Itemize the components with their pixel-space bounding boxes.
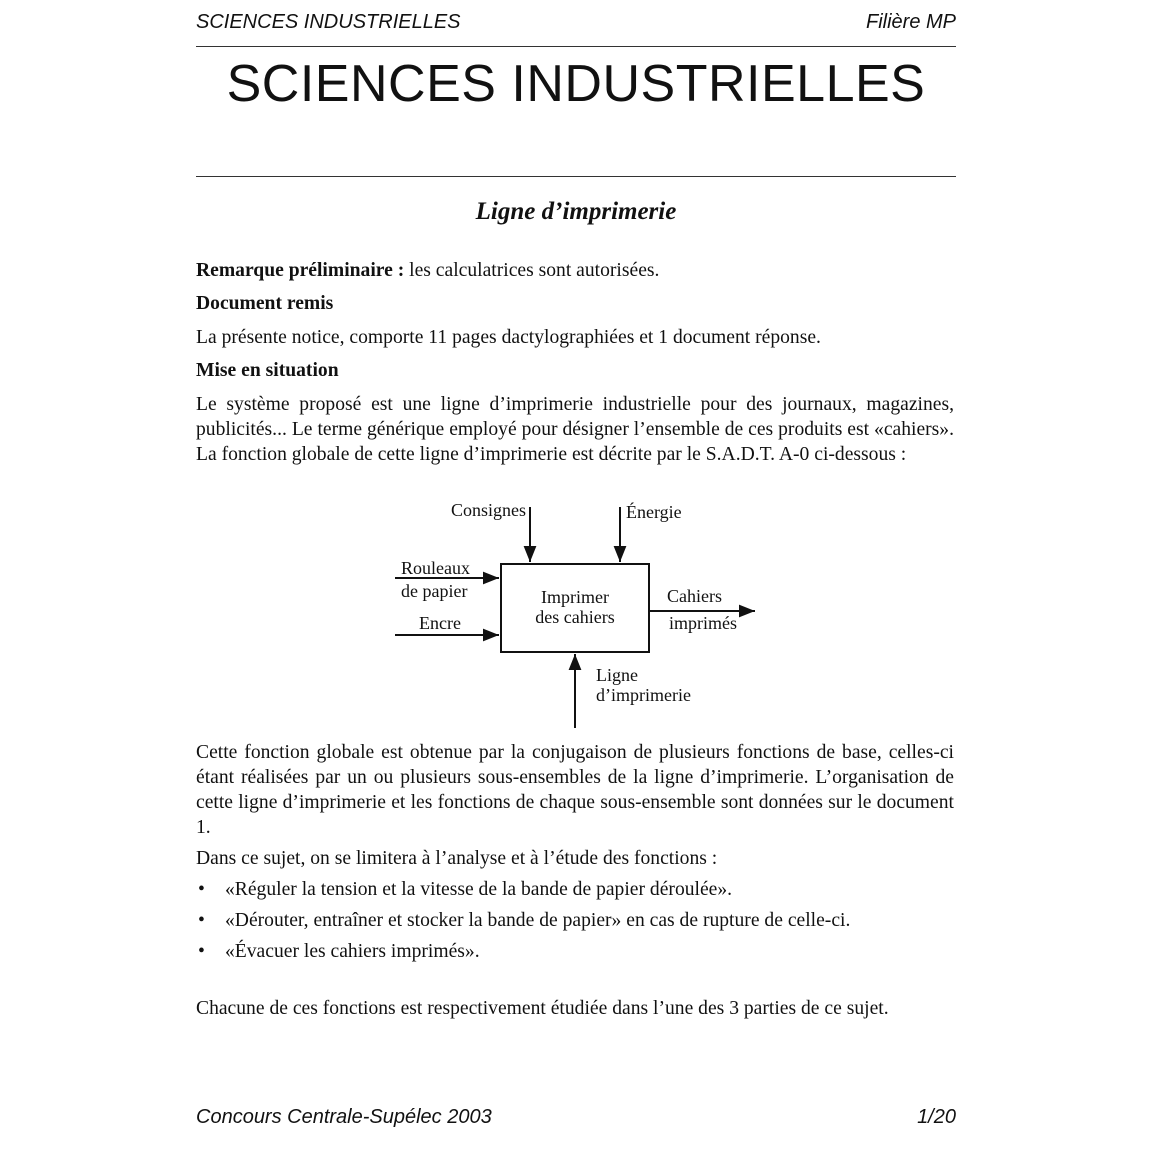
page-number: 1/20: [917, 1106, 956, 1128]
cahiers-label-line2: imprimés: [669, 613, 737, 633]
paragraph-limitation: Dans ce sujet, on se limitera à l’analyse et à l’étude des fonctions :: [196, 848, 718, 869]
list-item-text: «Réguler la tension et la vitesse de la bande de papier déroulée».: [225, 879, 733, 900]
bullet-icon: •: [198, 941, 205, 962]
paragraph-organisation: Cette fonction globale est obtenue par la conjugaison de plusieurs fonctions de base, celles-ci étant réalisées par un ou plusieurs sous-ensembles de la ligne d’imprimerie. L’organisation de cette ligne d’imprimerie et les fonctions de chaque sous-ensemble sont données sur le document 1.: [196, 742, 954, 838]
energie-label: Énergie: [626, 502, 682, 522]
paragraph-conclusion: Chacune de ces fonctions est respectivement étudiée dans l’une des 3 parties de ce sujet.: [196, 998, 889, 1019]
remark-paragraph: [196, 258, 954, 283]
header-left: SCIENCES INDUSTRIELLES: [196, 11, 461, 33]
situation-text: Le système proposé est une ligne d’imprimerie industrielle pour des journaux, magazines, publicités... Le terme générique employé pour désigner l’ensemble de ces produits est «cahiers». La fonction globale de cette ligne d’imprimerie est décrite par le S.A.D.T. A-0 ci-dessous :: [196, 394, 954, 465]
bullet-icon: •: [198, 879, 205, 900]
footer-left: Concours Centrale-Supélec 2003: [196, 1106, 492, 1128]
encre-label: Encre: [419, 613, 461, 633]
document-subtitle: Ligne d’imprimerie: [475, 198, 677, 225]
box-label-line2: des cahiers: [535, 607, 615, 627]
remark-label: Remarque préliminaire :: [196, 260, 405, 281]
header-right: Filière MP: [865, 11, 956, 33]
document-heading: Document remis: [196, 293, 334, 314]
bullet-icon: •: [198, 910, 205, 931]
rouleaux-label-line2: de papier: [401, 581, 468, 601]
list-item: [196, 877, 954, 902]
list-item: [196, 908, 954, 933]
title-divider: [196, 176, 956, 177]
ligne-label-line2: d’imprimerie: [596, 685, 691, 705]
box-label-line1: Imprimer: [541, 587, 609, 607]
rouleaux-label-line1: Rouleaux: [401, 558, 470, 578]
page-title: SCIENCES INDUSTRIELLES: [226, 55, 926, 113]
list-item: [196, 939, 954, 964]
ligne-label-line1: Ligne: [596, 665, 638, 685]
cahiers-label-line1: Cahiers: [667, 586, 722, 606]
sadt-diagram: [380, 495, 780, 735]
list-item-text: «Dérouter, entraîner et stocker la bande de papier» en cas de rupture de celle-ci.: [225, 910, 851, 931]
situation-heading: Mise en situation: [196, 360, 339, 381]
remark-text: les calculatrices sont autorisées.: [404, 260, 660, 281]
page-header: [196, 11, 956, 47]
list-item-text: «Évacuer les cahiers imprimés».: [225, 941, 480, 962]
document-text: La présente notice, comporte 11 pages dactylographiées et 1 document réponse.: [196, 327, 821, 348]
function-list: [196, 877, 954, 970]
consignes-label: Consignes: [450, 500, 526, 520]
